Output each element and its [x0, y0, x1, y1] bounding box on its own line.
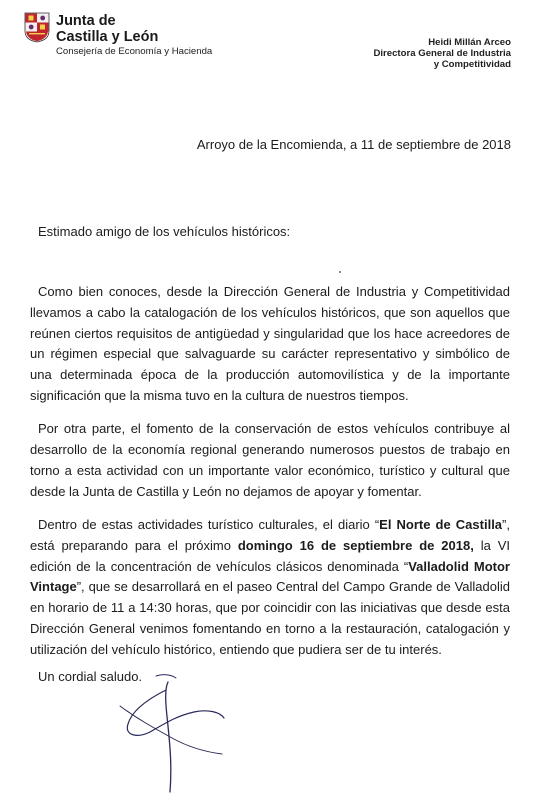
- signer-block: [373, 37, 511, 70]
- paragraph-2: Por otra parte, el fomento de la conservación de estos vehículos contribuye al desarrollo de la economía regional generando numerosos puestos de trabajo en torno a esta actividad con un importante valor económico, turístico y cultural que desde la Junta de Castilla y León no dejamos de apoyar y fomentar.: [30, 421, 510, 499]
- organization-block: [56, 13, 212, 58]
- paragraph-3-part-d: ”, que se desarrollará en el paseo Central del Campo Grande de Valladolid en horario de 11 a 14:30 horas, que por coincidir con las iniciativas que desde esta Dirección General venimos fomentando en torno a la restauración, catalogación y utilización del vehículo histórico, entiendo que pudiera ser de tu interés.: [30, 579, 510, 657]
- letterhead: [0, 0, 541, 80]
- closing: Un cordial saludo.: [38, 669, 143, 684]
- newspaper-name: El Norte de Castilla: [379, 516, 503, 532]
- letter-date: Arroyo de la Encomienda, a 11 de septiembre de 2018: [196, 137, 511, 152]
- signer-title-line2: y Competitividad: [433, 59, 511, 70]
- salutation: Estimado amigo de los vehículos históricos:: [38, 224, 291, 239]
- signer-title-line1: Directora General de Industria: [373, 48, 511, 59]
- paragraph-1: Como bien conoces, desde la Dirección General de Industria y Competitividad llevamos a cabo la catalogación de los vehículos históricos, que son aquellos que reúnen ciertos requisitos de antigüedad y singularidad que los hace acreedores de un régimen especial que salvaguarde su carácter representativo y simbólico de una determinada época de la producción automovilística y de la importante significación que la misma tuvo en la cultura de nuestros tiempos.: [30, 284, 510, 403]
- event-name: Valladolid Motor Vintage: [30, 558, 510, 595]
- coat-of-arms-icon: [24, 12, 50, 43]
- department-name: Consejería de Economía y Hacienda: [56, 46, 213, 57]
- signer-name: Heidi Millán Arceo: [428, 37, 511, 48]
- handwritten-signature: [110, 668, 230, 796]
- scan-speck: [339, 271, 341, 273]
- letter-body: [30, 282, 510, 673]
- paragraph-3: [30, 515, 510, 661]
- paragraph-3-part-a: Dentro de estas actividades turístico culturales, el diario “: [38, 516, 380, 532]
- organization-name-line2: Castilla y León: [56, 29, 159, 45]
- organization-name-line1: Junta de: [56, 13, 116, 29]
- paragraph-3-part-c: la VI edición de la concentración de vehículos clásicos denominada “: [30, 537, 510, 574]
- paragraph-3-part-b: ”, está preparando para el próximo: [30, 516, 510, 553]
- event-date: domingo 16 de septiembre de 2018,: [237, 537, 474, 553]
